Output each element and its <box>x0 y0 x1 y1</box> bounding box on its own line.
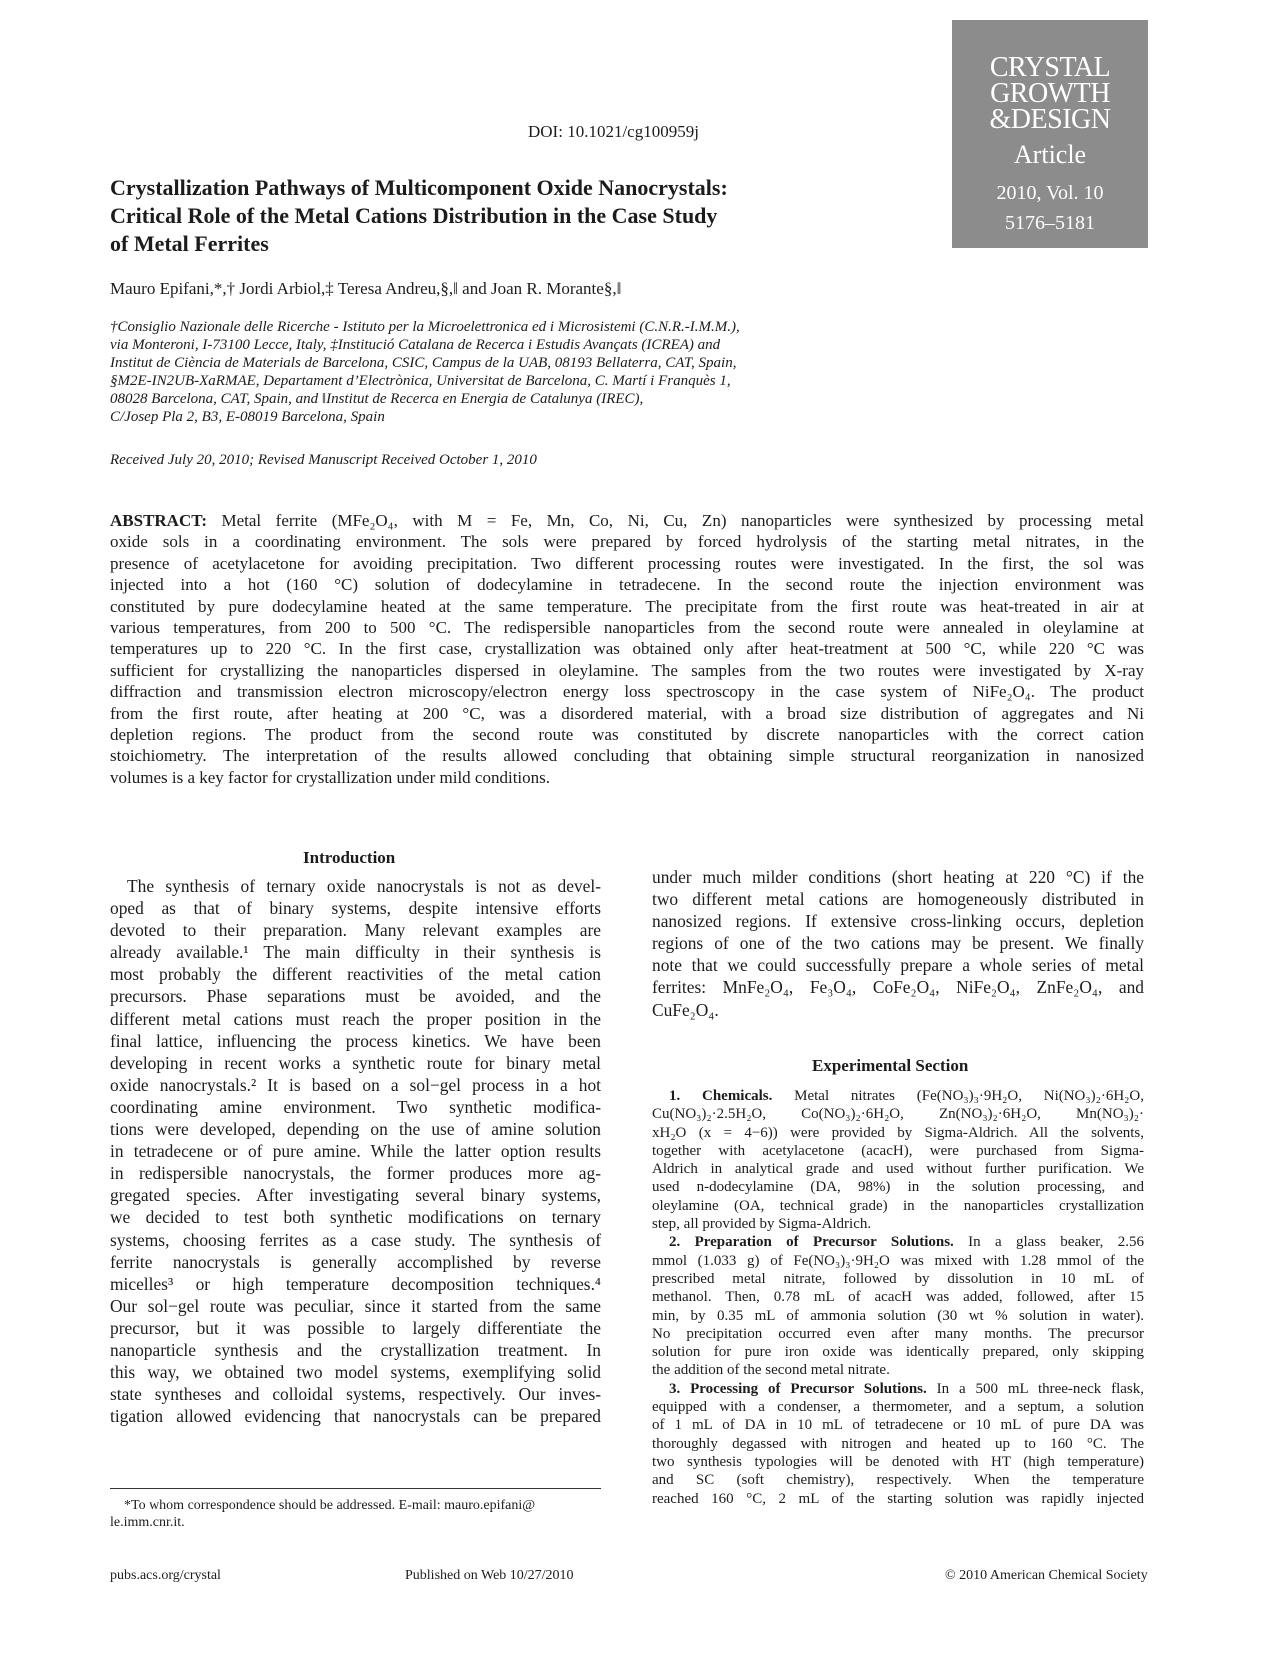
body-line: oped as that of binary systems, despite intensive efforts <box>110 898 601 919</box>
abstract-line: volumes is a key factor for crystallization under mild conditions. <box>110 767 550 787</box>
body-line: oxide nanocrystals.² It is based on a sol−gel process in a hot <box>110 1074 601 1095</box>
abstract-line: injected into a hot (160 °C) solution of dodecylamine in tetradecene. In the second route the injection environment was <box>110 575 1144 595</box>
page-range: 5176–5181 <box>1005 212 1095 234</box>
body-line: devoted to their preparation. Many relevant examples are <box>110 920 601 941</box>
body-line: Cu(NO₃)₂·2.5H₂O, Co(NO₃)₂·6H₂O, Zn(NO₃)₂·6H₂O, Mn(NO₃)₂· <box>652 1106 1144 1123</box>
body-line: and SC (soft chemistry), respectively. When the temperature <box>652 1472 1144 1489</box>
abstract-line: temperatures up to 220 °C. In the first case, crystallization was obtained only after heat-treatment at 500 °C, while 220 °C was <box>110 639 1144 659</box>
body-line: gregated species. After investigating several binary systems, <box>110 1185 601 1206</box>
affiliations <box>110 318 870 426</box>
body-line: thoroughly degassed with nitrogen and heated up to 160 °C. The <box>652 1435 1144 1452</box>
journal-name-line: &DESIGN <box>989 104 1111 135</box>
footnote-line: le.imm.cnr.it. <box>110 1515 185 1530</box>
body-line: regions of one of the two cations may be present. We finally <box>652 933 1144 954</box>
abstract-line: constituted by pure dodecylamine heated at the same temperature. The precipitate from the first route was heat-treated in air at <box>110 596 1144 616</box>
body-line: the addition of the second metal nitrate. <box>652 1362 890 1379</box>
abstract-text: Metal ferrite (MFe₂O₄, with M = Fe, Mn, Co, Ni, Cu, Zn) nanoparticles were synthesized by processing metal <box>206 511 1144 530</box>
body-line: tigation allowed evidencing that nanocrystals can be prepared <box>110 1406 601 1427</box>
body-line: systems, choosing ferrites as a case study. The synthesis of <box>110 1229 601 1250</box>
body-line: different metal cations must reach the proper position in the <box>110 1008 601 1029</box>
journal-badge <box>952 20 1148 248</box>
abstract-line: sufficient for crystallizing the nanoparticles dispersed in oleylamine. The samples from the two routes were investigated by X-ray <box>110 660 1144 680</box>
body-line: we decided to test both synthetic modifications on ternary <box>110 1207 601 1228</box>
body-line: state syntheses and colloidal systems, respectively. Our inves- <box>110 1384 601 1405</box>
body-line: reached 160 °C, 2 mL of the starting solution was rapidly injected <box>652 1490 1144 1507</box>
body-line: in redispersible nanocrystals, the former produces more ag- <box>110 1163 601 1184</box>
introduction-body <box>110 875 601 1427</box>
journal-name-line: GROWTH <box>990 78 1110 109</box>
body-line: precursor, but it was possible to largely differentiate the <box>110 1317 601 1338</box>
affiliation-line: C/Josep Pla 2, B3, E-08019 Barcelona, Spain <box>110 409 385 425</box>
title-line: Critical Role of the Metal Cations Distribution in the Case Study <box>110 203 718 228</box>
body-line: this way, we obtained two model systems, exemplifying solid <box>110 1362 601 1383</box>
journal-name-line: CRYSTAL <box>989 52 1111 83</box>
introduction-continuation <box>652 866 1144 1021</box>
body-line: ferrites: MnFe₂O₄, Fe₃O₄, CoFe₂O₄, NiFe₂O₄, ZnFe₂O₄, and <box>652 977 1144 998</box>
body-line: already available.¹ The main difficulty in their synthesis is <box>110 942 601 963</box>
affiliation-line: via Monteroni, I-73100 Lecce, Italy, ‡Institució Catalana de Recerca i Estudis Avançats (ICREA) and <box>110 337 721 353</box>
body-line: 3. Processing of Precursor Solutions. In a 500 mL three-neck flask, <box>669 1380 1145 1397</box>
experimental-body <box>652 1087 1144 1508</box>
article-title <box>110 174 810 258</box>
affiliation-line: †Consiglio Nazionale delle Ricerche - Istituto per la Microelettronica ed i Microsistemi (C.N.R.-I.M.M.), <box>110 319 740 335</box>
experimental-heading: Experimental Section <box>812 1056 969 1075</box>
authors: Mauro Epifani,*,† Jordi Arbiol,‡ Teresa Andreu,§,‖ and Joan R. Morante§,‖ <box>110 279 622 298</box>
affiliation-line: 08028 Barcelona, CAT, Spain, and ‖Institut de Recerca en Energia de Catalunya (IREC), <box>110 391 644 407</box>
body-line: 1. Chemicals. Metal nitrates (Fe(NO₃)₃·9H₂O, Ni(NO₃)₂·6H₂O, <box>669 1088 1144 1104</box>
doi: DOI: 10.1021/cg100959j <box>528 122 699 141</box>
body-line: ferrite nanocrystals is generally accomplished by reverse <box>110 1251 601 1272</box>
body-line: No precipitation occurred even after many months. The precursor <box>652 1325 1144 1342</box>
body-line: of 1 mL of DA in 10 mL of tetradecene or 10 mL of pure DA was <box>652 1417 1144 1434</box>
abstract-line: stoichiometry. The interpretation of the results allowed concluding that obtaining simple structural reorganization in nanosized <box>110 746 1144 766</box>
body-line: solution for pure iron oxide was identically prepared, only skipping <box>652 1344 1144 1361</box>
correspondence-footnote <box>110 1497 601 1531</box>
abstract-label: ABSTRACT: <box>110 511 207 530</box>
received-dates: Received July 20, 2010; Revised Manuscript Received October 1, 2010 <box>110 452 537 468</box>
abstract <box>110 510 1144 788</box>
body-line: methanol. Then, 0.78 mL of acacH was added, followed, after 15 <box>652 1289 1144 1306</box>
journal-url: pubs.acs.org/crystal <box>110 1568 221 1583</box>
body-line: tions were developed, depending on the use of amine solution <box>110 1119 601 1140</box>
publication-date: Published on Web 10/27/2010 <box>405 1568 574 1583</box>
body-line: The synthesis of ternary oxide nanocrystals is not as devel- <box>127 876 601 896</box>
body-line: CuFe₂O₄. <box>652 999 719 1020</box>
abstract-line: from the first route, after heating at 200 °C, was a disordered material, with a broad size distribution of aggregates and Ni <box>110 703 1144 723</box>
article-type: Article <box>1013 140 1087 169</box>
footnote-divider <box>110 1488 601 1489</box>
body-line: xH₂O (x = 4−6)) were provided by Sigma-Aldrich. All the solvents, <box>652 1124 1144 1141</box>
body-line: coordinating amine environment. Two synthetic modifica- <box>110 1096 601 1117</box>
body-line: step, all provided by Sigma-Aldrich. <box>652 1216 872 1233</box>
body-line: developing in recent works a synthetic route for binary metal <box>110 1052 601 1073</box>
subsection-label: 1. Chemicals. <box>669 1088 773 1104</box>
abstract-line: various temperatures, from 200 to 500 °C. The redispersible nanoparticles from the second route were annealed in oleylamine at <box>110 618 1144 638</box>
abstract-line: oxide sols in a coordinating environment. The sols were prepared by forced hydrolysis of the starting metal nitrates, in the <box>110 532 1144 552</box>
body-line: used n-dodecylamine (DA, 98%) in the solution processing, and <box>652 1179 1144 1196</box>
body-line: equipped with a condenser, a thermometer, and a septum, a solution <box>652 1399 1144 1416</box>
body-line: min, by 0.35 mL of ammonia solution (30 wt % solution in water). <box>652 1307 1144 1324</box>
affiliation-line: §M2E-IN2UB-XaRMAE, Departament d’Electrònica, Universitat de Barcelona, C. Martí i Franquès 1, <box>110 373 731 389</box>
body-line: prescribed metal nitrate, followed by dissolution in 10 mL of <box>652 1270 1144 1287</box>
subsection-label: 3. Processing of Precursor Solutions. <box>669 1380 927 1397</box>
body-line: mmol (1.033 g) of Fe(NO₃)₃·9H₂O was mixed with 1.28 mmol of the <box>652 1252 1144 1269</box>
body-line: oleylamine (OA, technical grade) in the nanoparticles crystallization <box>652 1197 1144 1214</box>
affiliation-line: Institut de Ciència de Materials de Barcelona, CSIC, Campus de la UAB, 08193 Bellaterra, CAT, Spain, <box>110 355 737 371</box>
abstract-line: diffraction and transmission electron microscopy/electron energy loss spectroscopy in the case system of NiFe₂O₄. The product <box>110 682 1144 702</box>
volume: 2010, Vol. 10 <box>996 182 1104 204</box>
body-line: precursors. Phase separations must be avoided, and the <box>110 986 601 1007</box>
body-line: nanoparticle synthesis and the crystallization treatment. In <box>110 1339 601 1360</box>
abstract-line <box>110 510 1144 531</box>
body-line: note that we could successfully prepare a whole series of metal <box>652 955 1144 976</box>
title-line: Crystallization Pathways of Multicomponent Oxide Nanocrystals: <box>110 175 728 200</box>
body-line: two different metal cations are homogeneously distributed in <box>652 889 1144 910</box>
body-line: under much milder conditions (short heating at 220 °C) if the <box>652 867 1144 887</box>
body-line: micelles³ or high temperature decomposition techniques.⁴ <box>110 1273 601 1294</box>
body-line: Our sol−gel route was peculiar, since it started from the same <box>110 1295 601 1316</box>
body-line: final lattice, influencing the process kinetics. We have been <box>110 1030 601 1051</box>
copyright: © 2010 American Chemical Society <box>945 1568 1148 1583</box>
body-line: in tetradecene or of pure amine. While the latter option results <box>110 1141 601 1162</box>
abstract-line: presence of acetylacetone for avoiding precipitation. Two different processing routes were investigated. In the first, the sol was <box>110 553 1144 573</box>
subsection-label: 2. Preparation of Precursor Solutions. <box>669 1234 954 1251</box>
abstract-line: depletion regions. The product from the second route was constituted by discrete nanoparticles with the correct cation <box>110 725 1144 745</box>
body-line: most probably the different reactivities of the metal cation <box>110 964 601 985</box>
footnote-line: *To whom correspondence should be addressed. E-mail: mauro.epifani@ <box>124 1498 536 1513</box>
body-line: nanosized regions. If extensive cross-linking occurs, depletion <box>652 911 1144 932</box>
body-line: together with acetylacetone (acacH), were purchased from Sigma- <box>652 1142 1144 1159</box>
body-line: two synthesis typologies will be denoted with HT (high temperature) <box>652 1453 1144 1470</box>
body-line: 2. Preparation of Precursor Solutions. In a glass beaker, 2.56 <box>669 1234 1144 1251</box>
body-line: Aldrich in analytical grade and used without further purification. We <box>652 1161 1144 1178</box>
introduction-heading: Introduction <box>303 848 396 867</box>
title-line: of Metal Ferrites <box>110 231 269 256</box>
